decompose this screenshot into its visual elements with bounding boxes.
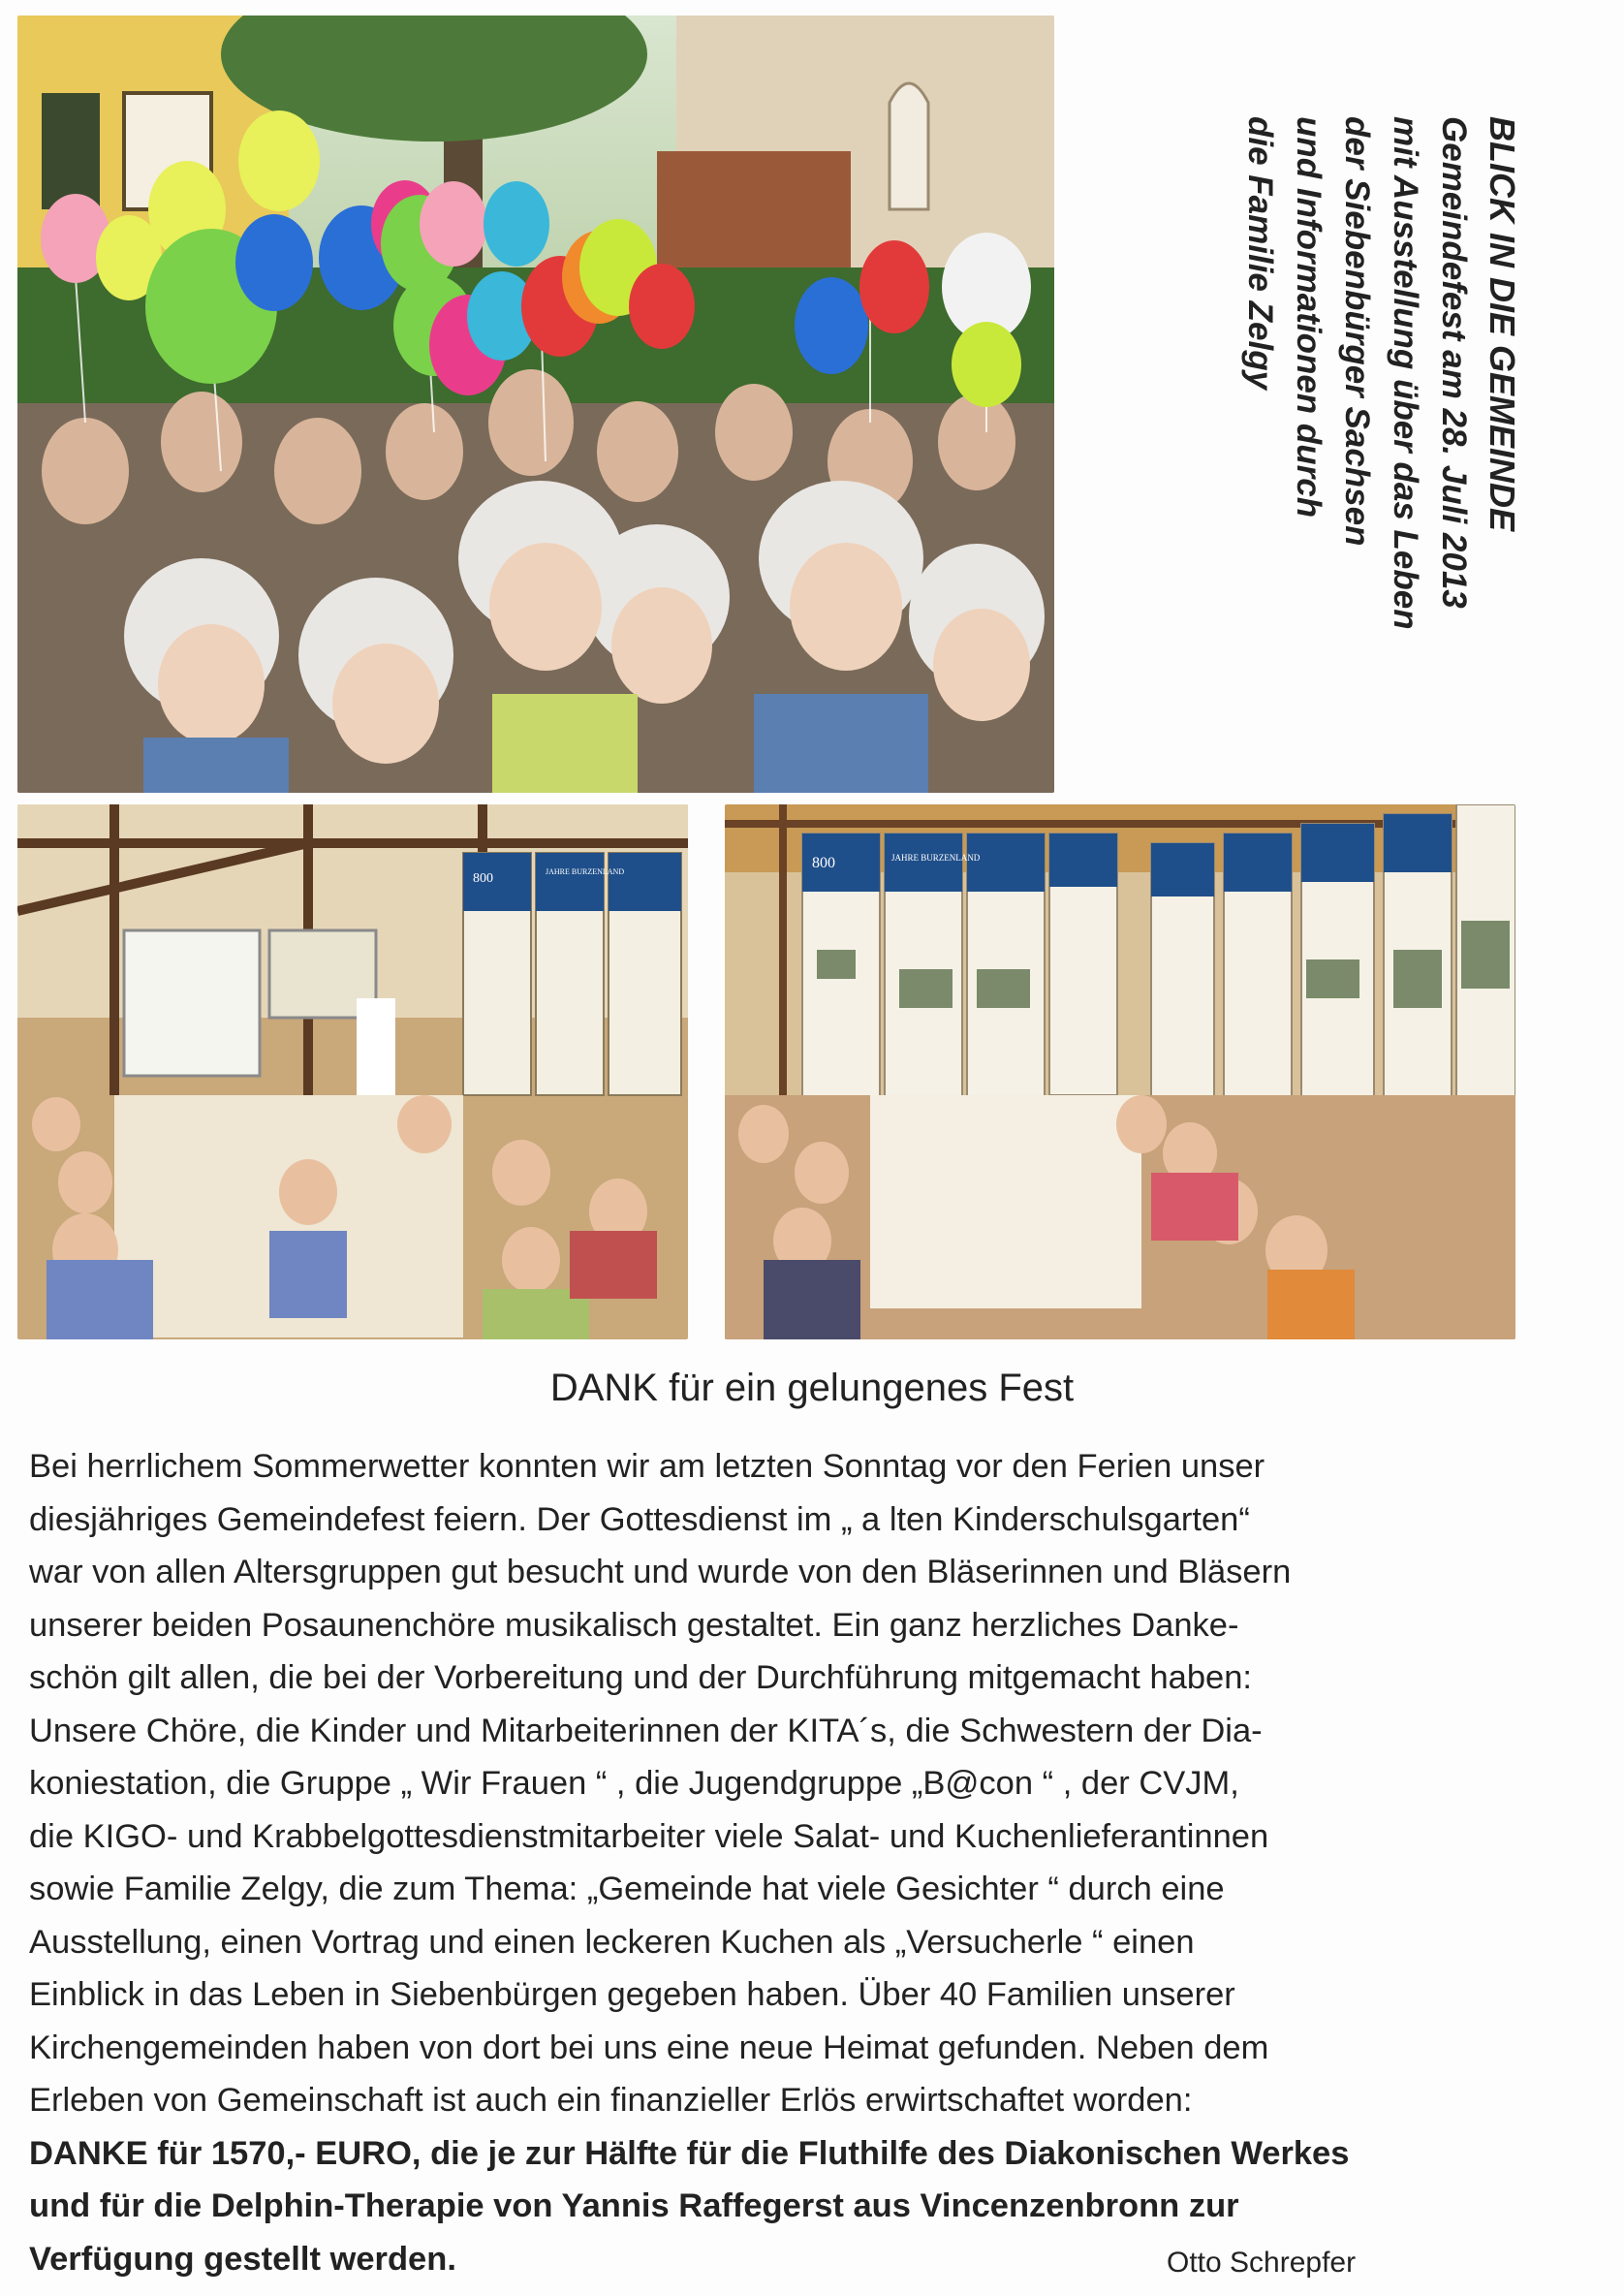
banner-number: 800 xyxy=(473,871,493,886)
photo-hall-presentation xyxy=(17,804,688,1339)
article-bold-line: DANKE für 1570,- EURO, die je zur Hälfte für die Fluthilfe des Diakonischen Werkes xyxy=(29,2134,1350,2172)
article-line: Erleben von Gemeinschaft ist auch ein finanzieller Erlös erwirtschaftet worden: xyxy=(29,2082,1193,2119)
caption-line: der Siebenbürger Sachsen xyxy=(1338,116,1376,547)
article-line: Einblick in das Leben in Siebenbürgen gegeben haben. Über 40 Familien unserer xyxy=(29,1976,1235,2013)
article-body xyxy=(29,1440,1570,2285)
photo-outdoor-balloons xyxy=(17,16,1054,793)
hall-left-photo-illustration xyxy=(17,804,688,1339)
article-line: diesjähriges Gemeindefest feiern. Der Gottesdienst im „ a lten Kinderschulsgarten“ xyxy=(29,1500,1250,1538)
article-line: war von allen Altersgruppen gut besucht und wurde von den Bläserinnen und Bläsern xyxy=(29,1554,1292,1590)
article-line: Kirchengemeinden haben von dort bei uns eine neue Heimat gefunden. Neben dem xyxy=(29,2029,1269,2066)
photo-exhibition-panels xyxy=(725,804,1515,1339)
banner-number: 800 xyxy=(812,855,835,871)
banner-label: JAHRE BURZENLAND xyxy=(891,853,981,863)
article-line: die KIGO- und Krabbelgottesdienstmitarbeiter viele Salat- und Kuchenlieferantinnen xyxy=(29,1817,1269,1855)
banner-label: JAHRE BURZENLAND xyxy=(546,867,625,876)
article-line: Unsere Chöre, die Kinder und Mitarbeiterinnen der KITA´s, die Schwestern der Dia- xyxy=(29,1712,1263,1749)
balloons-photo-illustration xyxy=(17,16,1054,793)
article-line: Ausstellung, einen Vortrag und einen leckeren Kuchen als „Versucherle “ einen xyxy=(29,1923,1195,1961)
article-line: sowie Familie Zelgy, die zum Thema: „Gemeinde hat viele Gesichter “ durch eine xyxy=(29,1871,1225,1907)
article-line: koniestation, die Gruppe „ Wir Frauen “ , die Jugendgruppe „B@con “ , der CVJM, xyxy=(29,1765,1239,1802)
article-title: DANK für ein gelungenes Fest xyxy=(549,1367,1075,1409)
hall-right-photo-illustration xyxy=(725,804,1515,1339)
article-line: schön gilt allen, die bei der Vorbereitung und der Durchführung mitgemacht haben: xyxy=(29,1659,1252,1696)
article-bold-line: Verfügung gestellt werden. xyxy=(29,2240,456,2278)
article-bold-line: und für die Delphin-Therapie von Yannis Raffegerst aus Vincenzenbronn zur xyxy=(29,2187,1239,2224)
caption-title: BLICK IN DIE GEMEINDE xyxy=(1483,116,1522,532)
author-signature: Otto Schrepfer xyxy=(1167,2247,1357,2279)
article-line: Bei herrlichem Sommerwetter konnten wir am letzten Sonntag vor den Ferien unser xyxy=(29,1448,1265,1485)
caption-line: die Familie Zelgy xyxy=(1241,116,1279,391)
caption-line: Gemeindefest am 28. Juli 2013 xyxy=(1435,116,1473,609)
article-line: unserer beiden Posaunenchöre musikalisch gestaltet. Ein ganz herzliches Danke- xyxy=(29,1606,1239,1644)
caption-line: und Informationen durch xyxy=(1290,116,1327,519)
caption-line: mit Ausstellung über das Leben xyxy=(1387,116,1424,630)
